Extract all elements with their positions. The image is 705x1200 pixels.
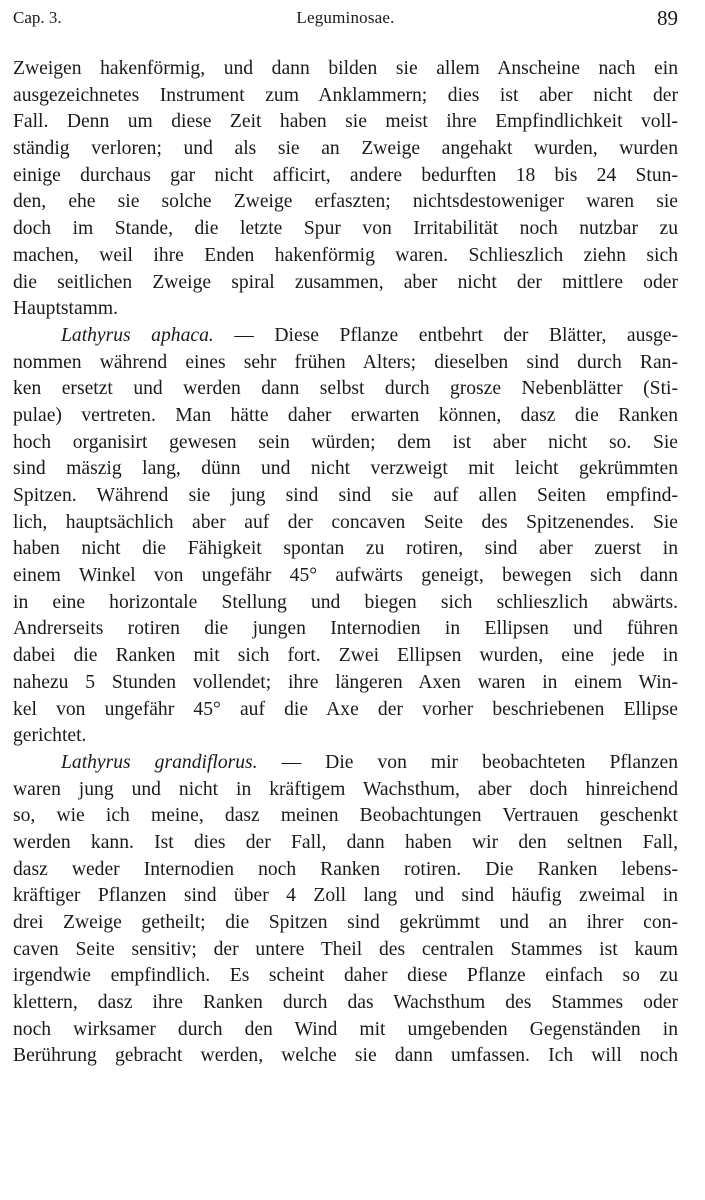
- text-line: noch wirksamer durch den Wind mit umgebenden Gegenständen in: [13, 1018, 678, 1040]
- text-line: ausgezeichnetes Instrument zum Anklammern; dies ist aber nicht der: [13, 84, 678, 106]
- running-head: [13, 4, 678, 34]
- text-line: dasz weder Internodien noch Ranken rotiren. Die Ranken lebens-: [13, 858, 678, 880]
- text-line: sind mäszig lang, dünn und nicht verzweigt mit leicht gekrümmten: [13, 458, 678, 480]
- text-line: so, wie ich meine, dasz meinen Beobachtungen Vertrauen geschenkt: [13, 805, 678, 827]
- text-line: Andrerseits rotiren die jungen Internodien in Ellipsen und führen: [13, 618, 678, 640]
- section-title: Leguminosae.: [296, 8, 395, 27]
- text-line: pulae) vertreten. Man hätte daher erwarten können, dasz die Ranken: [13, 404, 678, 426]
- text-line: ständig verloren; und als sie an Zweige angehakt wurden, wurden: [13, 138, 678, 160]
- text-line: caven Seite sensitiv; der untere Theil des centralen Stammes ist kaum: [13, 938, 678, 960]
- text-run: — Die von mir beobachteten Pflanzen: [257, 751, 679, 773]
- text-line: kräftiger Pflanzen sind über 4 Zoll lang und sind häufig zweimal in: [13, 885, 678, 907]
- text-line: dabei die Ranken mit sich fort. Zwei Ellipsen wurden, eine jede in: [13, 645, 678, 667]
- paragraph-lathyrus-aphaca: [13, 323, 678, 750]
- text-line: Fall. Denn um diese Zeit haben sie meist ihre Empfindlichkeit voll-: [13, 111, 678, 133]
- text-line: irgendwie empfindlich. Es scheint daher diese Pflanze einfach so zu: [13, 965, 678, 987]
- text-line: gerichtet.: [13, 725, 87, 747]
- text-line: Zweigen hakenförmig, und dann bilden sie allem Anscheine nach ein: [13, 58, 678, 79]
- text-line: werden kann. Ist dies der Fall, dann haben wir den seltnen Fall,: [13, 831, 678, 853]
- text-run: — Diese Pflanze entbehrt der Blätter, ausge-: [213, 324, 679, 346]
- text-line: ken ersetzt und werden dann selbst durch grosze Nebenblätter (Sti-: [13, 378, 678, 400]
- text-line: waren jung und nicht in kräftigem Wachsthum, aber doch hinreichend: [13, 778, 678, 800]
- text-line: lich, hauptsächlich aber auf der concaven Seite des Spitzenendes. Sie: [13, 511, 678, 533]
- text-line: Spitzen. Während sie jung sind sind sie auf allen Seiten empfind-: [13, 485, 678, 506]
- text-line-first: [13, 323, 678, 350]
- text-line-first: [13, 750, 678, 777]
- text-line: drei Zweige getheilt; die Spitzen sind gekrümmt und an ihrer con-: [13, 912, 678, 933]
- text-line: machen, weil ihre Enden hakenförmig waren. Schlieszlich ziehn sich: [13, 244, 678, 266]
- text-line: klettern, dasz ihre Ranken durch das Wachsthum des Stammes oder: [13, 992, 678, 1014]
- text-line: hoch organisirt gewesen sein würden; dem ist aber nicht so. Sie: [13, 431, 678, 453]
- text-line: einige durchaus gar nicht afficirt, andere bedurften 18 bis 24 Stun-: [13, 164, 678, 186]
- chapter-label: Cap. 3.: [13, 8, 62, 27]
- text-line: doch im Stande, die letzte Spur von Irritabilität noch nutzbar zu: [13, 218, 678, 240]
- text-line: nommen während eines sehr frühen Alters; dieselben sind durch Ran-: [13, 351, 678, 373]
- species-name: Lathyrus aphaca.: [61, 324, 214, 346]
- body-text: [13, 56, 678, 1070]
- text-line: Hauptstamm.: [13, 298, 119, 320]
- species-name: Lathyrus grandiflorus.: [61, 751, 258, 773]
- book-page: [13, 0, 678, 1200]
- paragraph-continuation: [13, 56, 678, 323]
- paragraph-lathyrus-grandiflorus: [13, 750, 678, 1070]
- text-line: haben nicht die Fähigkeit spontan zu rotiren, sind aber zuerst in: [13, 538, 678, 560]
- text-line: den, ehe sie solche Zweige erfaszten; nichtsdestoweniger waren sie: [13, 191, 678, 213]
- text-line: in eine horizontale Stellung und biegen sich schlieszlich abwärts.: [13, 591, 678, 613]
- text-line: Berührung gebracht werden, welche sie dann umfassen. Ich will noch: [13, 1045, 678, 1067]
- page-number: 89: [657, 6, 678, 30]
- text-line: einem Winkel von ungefähr 45° aufwärts geneigt, bewegen sich dann: [13, 565, 678, 587]
- text-line: nahezu 5 Stunden vollendet; ihre längeren Axen waren in einem Win-: [13, 671, 678, 693]
- text-line: kel von ungefähr 45° auf die Axe der vorher beschriebenen Ellipse: [13, 698, 678, 720]
- text-line: die seitlichen Zweige spiral zusammen, aber nicht der mittlere oder: [13, 271, 678, 293]
